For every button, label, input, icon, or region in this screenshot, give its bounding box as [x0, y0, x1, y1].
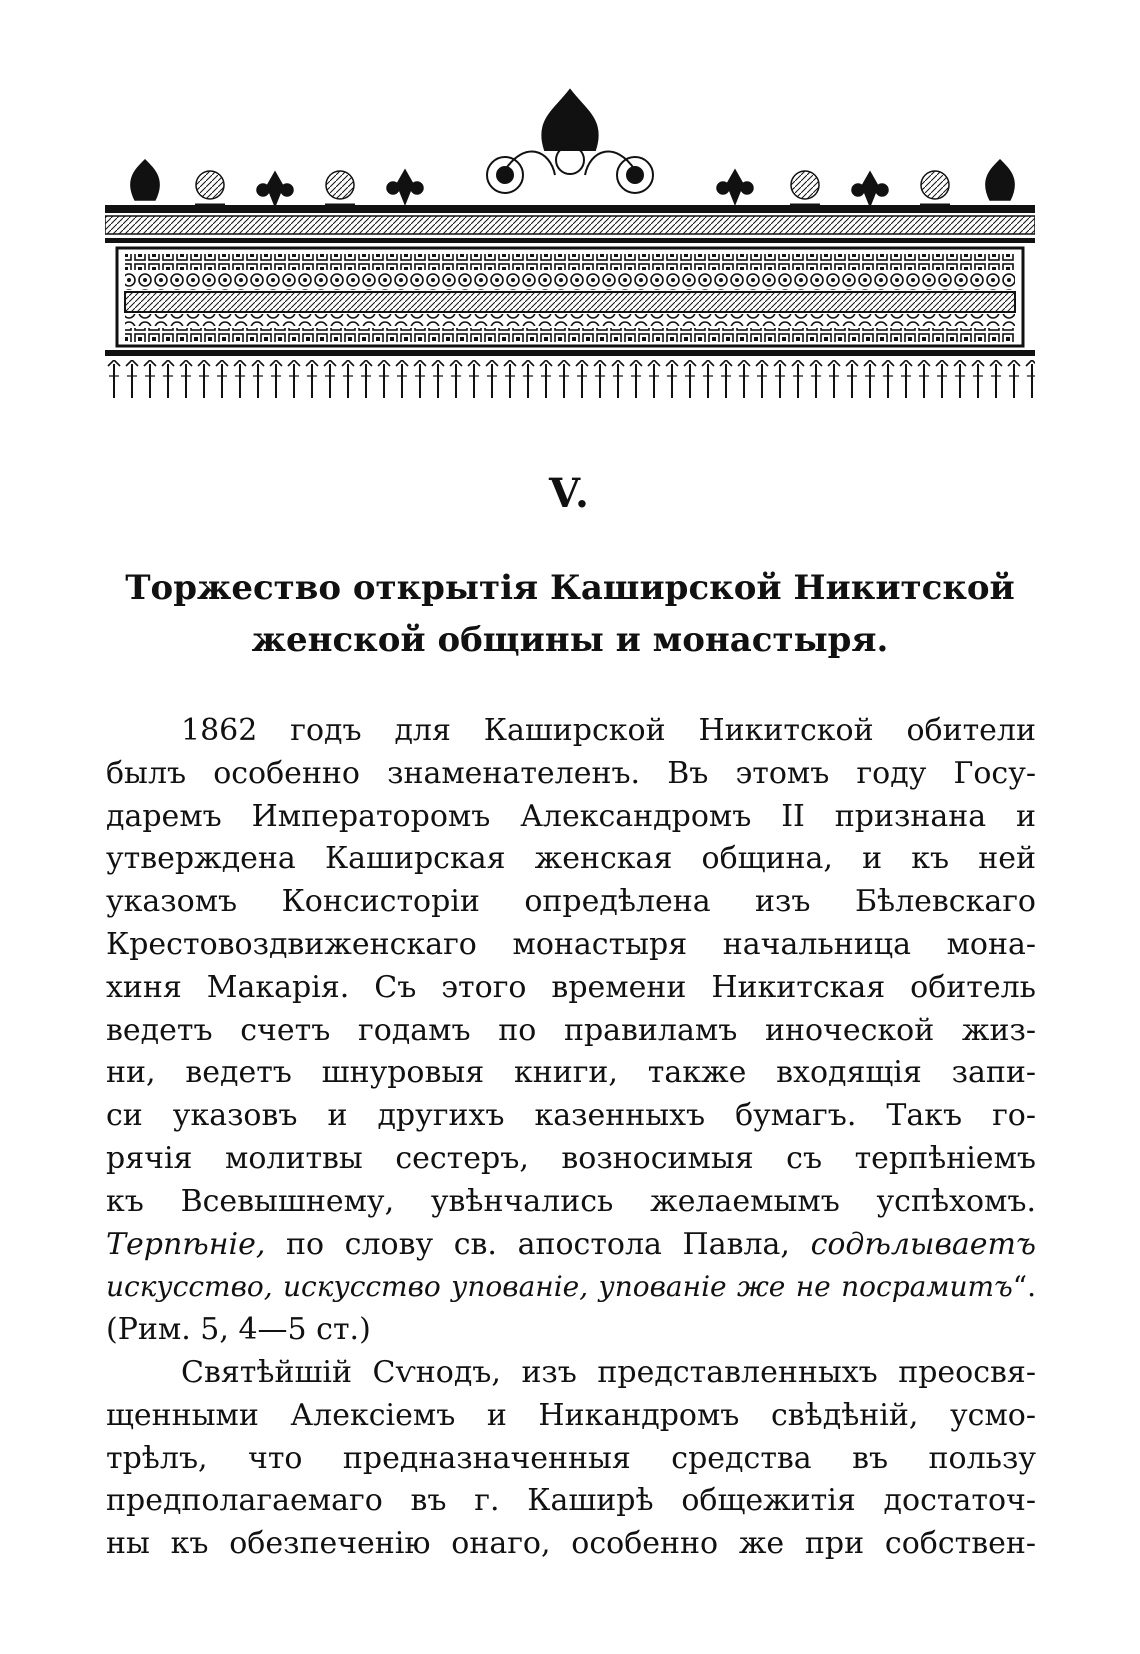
- plain-text: “.: [1012, 1270, 1036, 1304]
- text-line: рячія молитвы сестеръ, возносимыя съ терпѣніемъ: [106, 1140, 1036, 1176]
- plain-text: по слову св. апостола Павла,: [265, 1226, 811, 1262]
- chapter-title: [110, 562, 1030, 666]
- text-line: Святѣйшій Сѵнодъ, изъ представленныхъ преосвя-: [181, 1354, 1036, 1390]
- text-line: щенными Алексіемъ и Никандромъ свѣдѣній, усмо-: [106, 1397, 1036, 1433]
- text-line: си указовъ и другихъ казенныхъ бумагъ. Такъ го-: [106, 1098, 1036, 1134]
- crest-ornament: [487, 90, 653, 193]
- text-line: былъ особенно знаменателенъ. Въ этомъ году Госу-: [106, 755, 1036, 791]
- italic-quote: содѣлываетъ: [810, 1226, 1036, 1262]
- text-line: утверждена Каширская женская община, и къ ней: [106, 841, 1036, 877]
- text-line: указомъ Консисторіи опредѣлена изъ Бѣлевскаго: [106, 884, 1036, 920]
- chapter-number: V.: [549, 470, 591, 517]
- text-line: ны къ обезпеченію онаго, особенно же при собствен-: [106, 1526, 1036, 1562]
- fleur-ornaments: [131, 160, 1014, 206]
- text-line: трѣлъ, что предназначенныя средства въ пользу: [106, 1440, 1036, 1476]
- text-line: предполагаемаго въ г. Каширѣ общежитія достаточ-: [106, 1483, 1036, 1519]
- frieze-ovals: [125, 292, 1015, 312]
- text-line-mixed: [106, 1224, 1036, 1267]
- text-line: даремъ Императоромъ Александромъ II признана и: [106, 798, 1036, 834]
- text-line: ни, ведетъ шнуровыя книги, также входящія запи-: [106, 1055, 1036, 1091]
- text-line: Крестовоздвиженскаго монастыря начальница мона-: [106, 926, 1036, 962]
- italic-quote: искусство, искусство упованіе, упованіе же не посрамитъ: [106, 1270, 1013, 1304]
- ornamental-headpiece: [105, 80, 1035, 400]
- body-text: [106, 710, 1036, 1566]
- italic-quote: Терпѣніе,: [106, 1226, 266, 1262]
- chapter-title-line: Торжество открытія Каширской Никитской: [125, 568, 1015, 608]
- text-line: 1862 годъ для Каширской Никитской обители: [181, 713, 1036, 748]
- text-line: ведетъ счетъ годамъ по правиламъ иноческой жиз-: [106, 1012, 1036, 1048]
- chapter-title-line: женской общины и монастыря.: [251, 620, 889, 660]
- text-line-reference: (Рим. 5, 4—5 ст.): [106, 1312, 371, 1348]
- text-line-mixed: [106, 1266, 1036, 1309]
- text-line: хиня Макарія. Съ этого времени Никитская обитель: [106, 969, 1036, 1005]
- text-line: къ Всевышнему, увѣнчались желаемымъ успѣхомъ.: [106, 1183, 1036, 1219]
